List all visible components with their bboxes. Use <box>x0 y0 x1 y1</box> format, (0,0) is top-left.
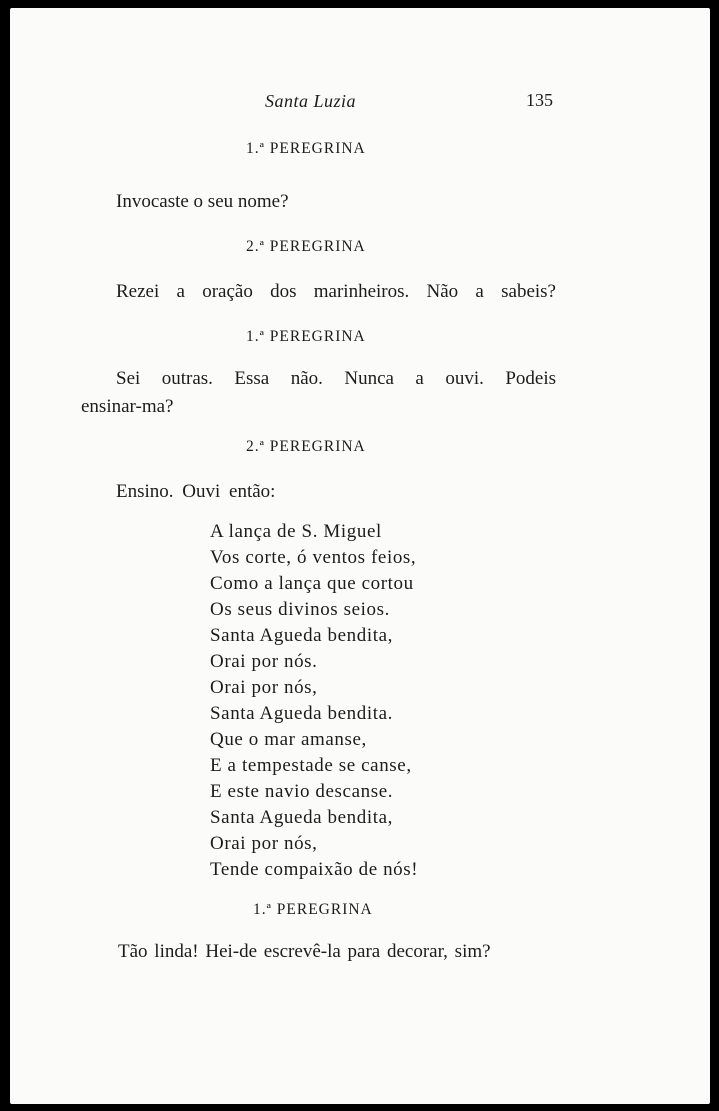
verse-line: Orai por nós, <box>210 833 318 854</box>
verse-line: Orai por nós, <box>210 677 318 698</box>
dialogue-line: Sei outras. Essa não. Nunca a ouvi. Podeis <box>116 368 556 389</box>
verse-line: Como a lança que cortou <box>210 573 414 594</box>
dialogue-line: Invocaste o seu nome? <box>116 191 289 212</box>
speaker-heading: 2.ª PEREGRINA <box>246 438 366 455</box>
dialogue-line: Rezei a oração dos marinheiros. Não a sabeis? <box>116 281 556 302</box>
dialogue-line: Ensino. Ouvi então: <box>116 481 276 502</box>
verse-line: A lança de S. Miguel <box>210 521 382 542</box>
speaker-heading: 1.ª PEREGRINA <box>246 328 366 345</box>
running-title: Santa Luzia <box>265 91 357 111</box>
verse-line: Santa Agueda bendita, <box>210 807 394 828</box>
verse-line: Orai por nós. <box>210 651 318 672</box>
verse-line: Vos corte, ó ventos feios, <box>210 547 417 568</box>
verse-line: Que o mar amanse, <box>210 729 367 750</box>
verse-line: Tende compaixão de nós! <box>210 859 419 880</box>
verse-line: E a tempestade se canse, <box>210 755 412 776</box>
dialogue-line-continuation: ensinar-ma? <box>81 396 174 417</box>
verse-line: Santa Agueda bendita. <box>210 703 394 724</box>
verse-line: Santa Agueda bendita, <box>210 625 394 646</box>
speaker-heading: 1.ª PEREGRINA <box>253 901 373 918</box>
speaker-heading: 1.ª PEREGRINA <box>246 140 366 157</box>
dialogue-line: Tão linda! Hei-de escrevê-la para decorar, sim? <box>118 941 491 962</box>
verse-line: Os seus divinos seios. <box>210 599 390 620</box>
page-number: 135 <box>526 90 553 110</box>
speaker-heading: 2.ª PEREGRINA <box>246 238 366 255</box>
verse-line: E este navio descanse. <box>210 781 394 802</box>
